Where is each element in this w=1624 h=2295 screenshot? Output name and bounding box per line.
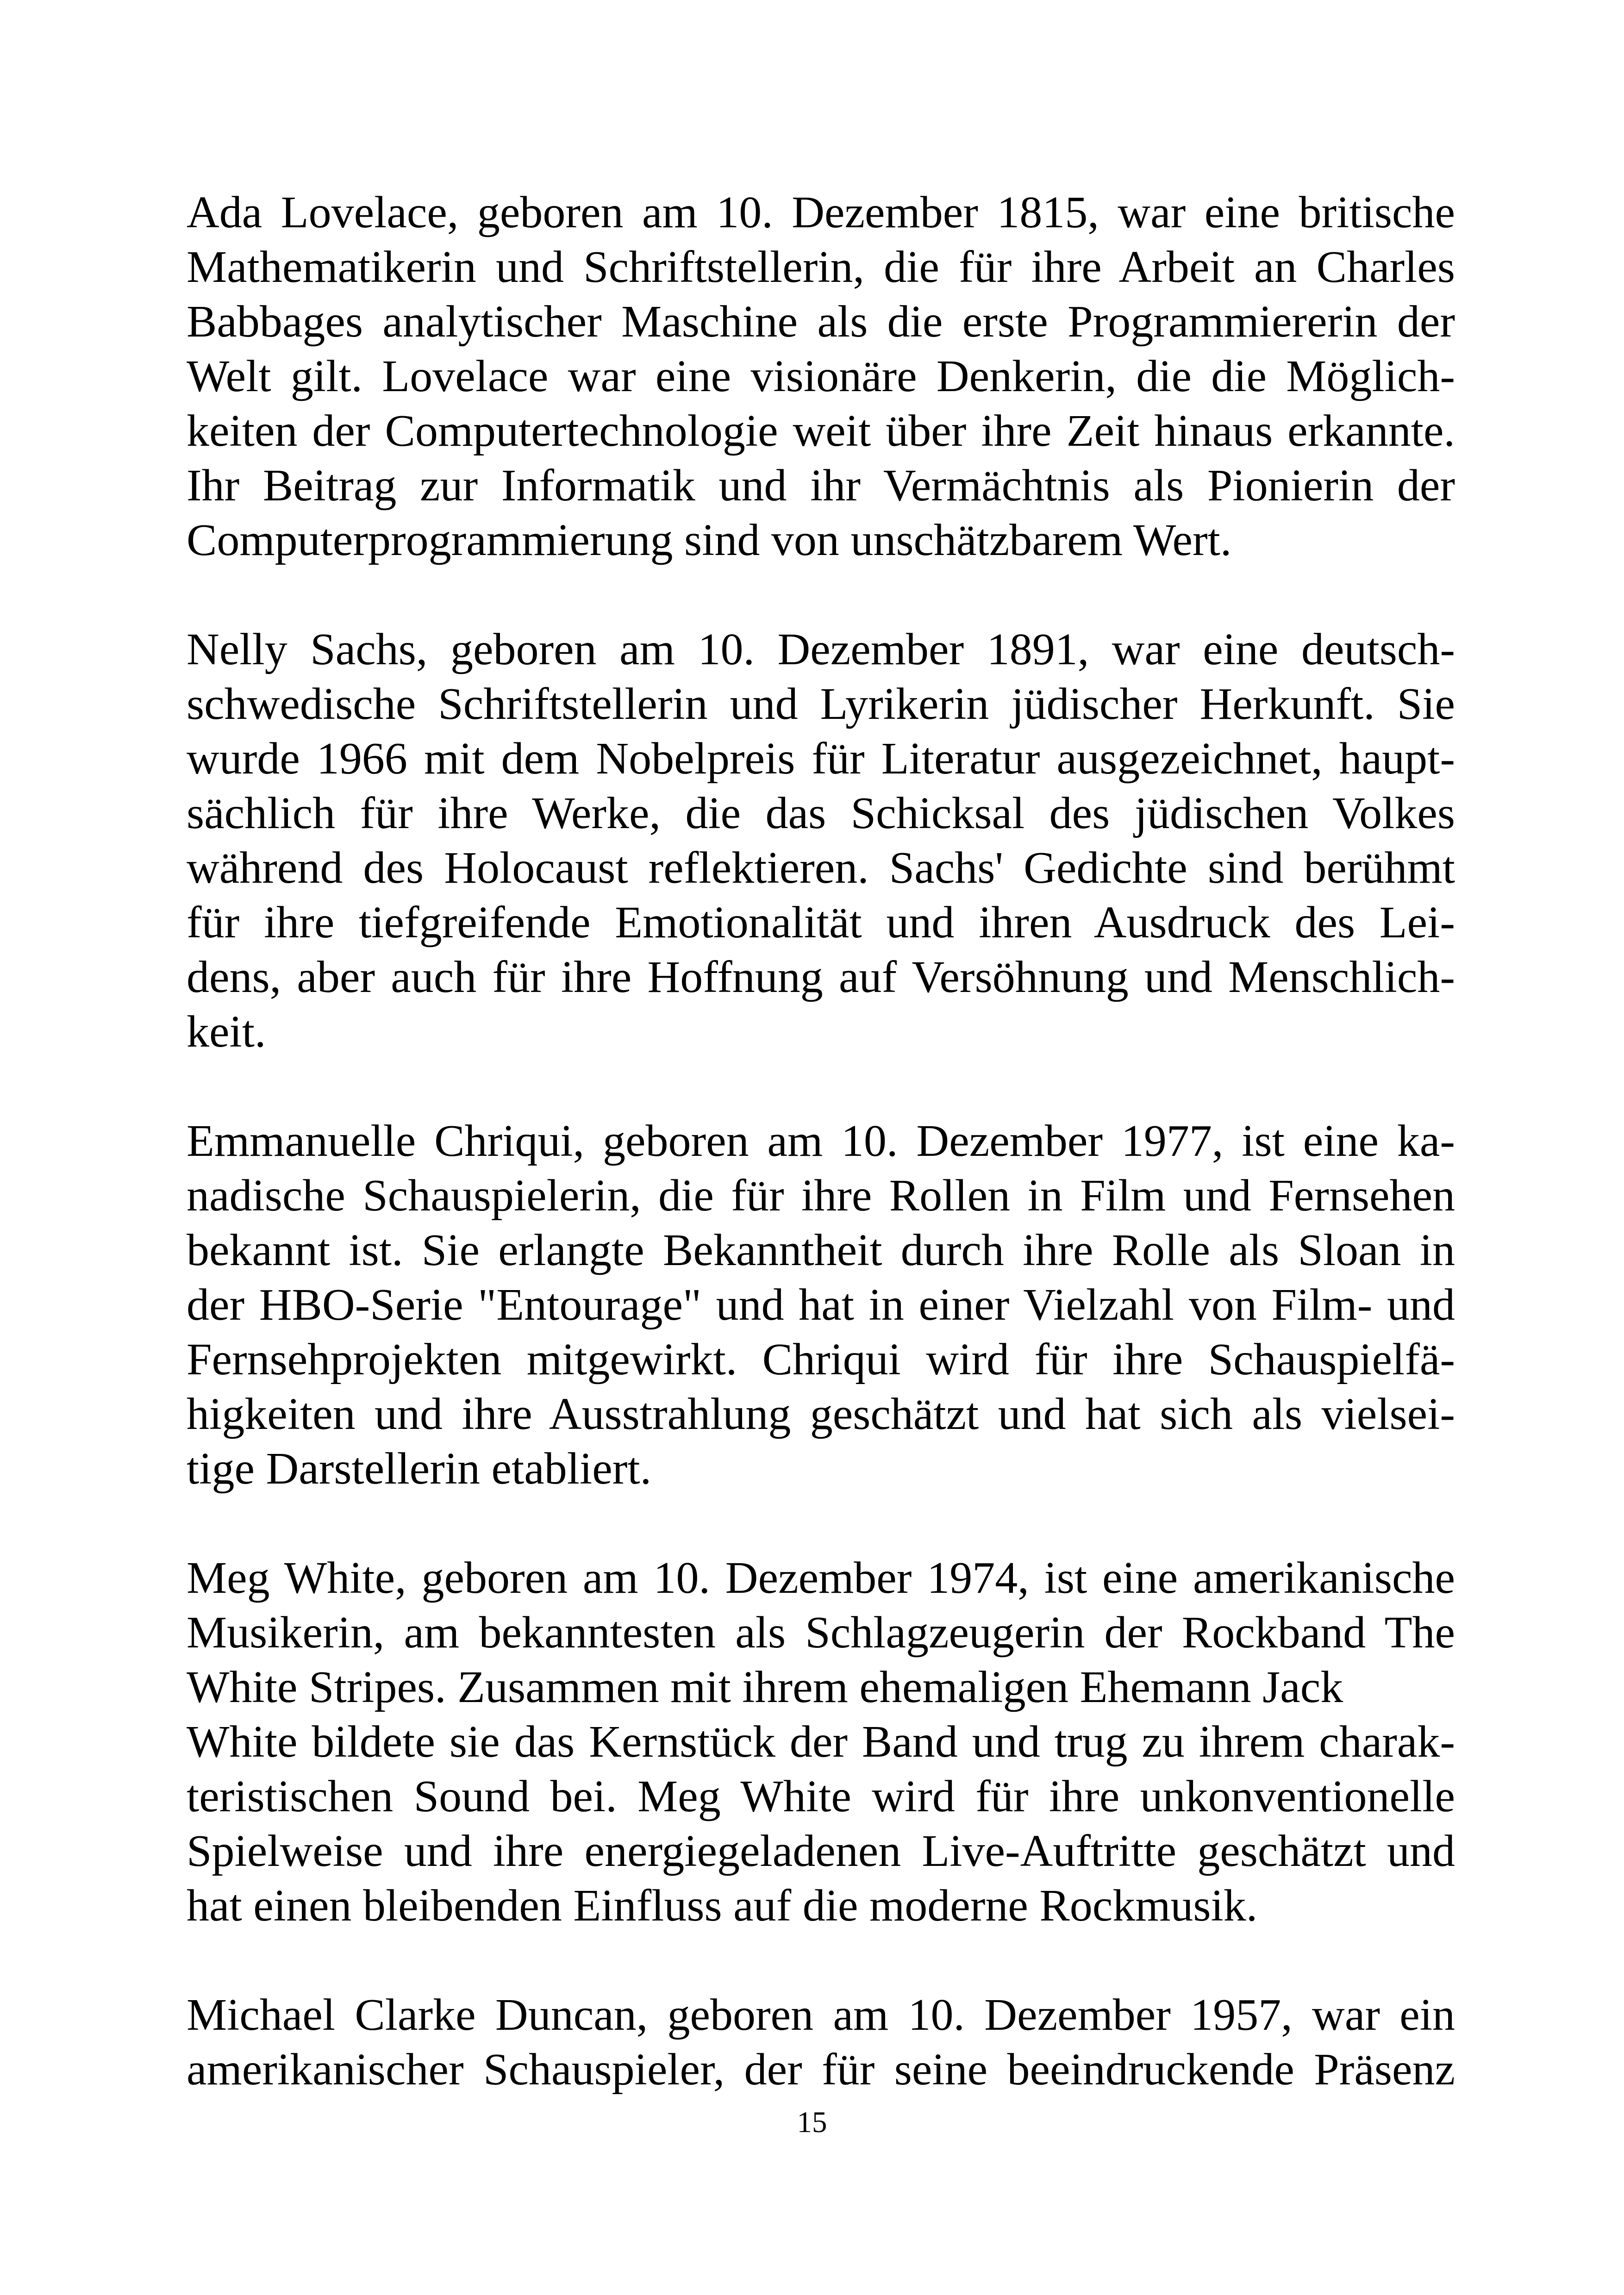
text-line: White bildete sie das Kernstück der Band und trug zu ihrem charak- [187, 1717, 1455, 1767]
text-line: Ihr Beitrag zur Informatik und ihr Vermächtnis als Pionierin der [187, 461, 1455, 511]
text-line: schwedische Schriftstellerin und Lyrikerin jüdischer Herkunft. Sie [187, 679, 1455, 729]
paragraph-spacer [187, 1059, 1455, 1114]
text-line: Meg White, geboren am 10. Dezember 1974, ist eine amerikanische [187, 1553, 1455, 1603]
text-line: tige Darstellerin etabliert. [187, 1444, 652, 1494]
text-line: White Stripes. Zusammen mit ihrem ehemaligen Ehemann Jack [187, 1662, 1343, 1712]
text-line: Welt gilt. Lovelace war eine visionäre Denkerin, die die Möglich- [187, 351, 1455, 401]
paragraph-spacer [187, 1496, 1455, 1551]
text-line: Fernsehprojekten mitgewirkt. Chriqui wird für ihre Schauspielfä- [187, 1335, 1455, 1384]
page-number: 15 [797, 2106, 827, 2139]
text-line: Nelly Sachs, geboren am 10. Dezember 1891, war eine deutsch- [187, 624, 1455, 674]
text-line: bekannt ist. Sie erlangte Bekanntheit durch ihre Rolle als Sloan in [187, 1225, 1455, 1275]
text-line: für ihre tiefgreifende Emotionalität und ihren Ausdruck des Lei- [187, 898, 1455, 948]
text-line: der HBO-Serie "Entourage" und hat in einer Vielzahl von Film- und [187, 1280, 1455, 1330]
text-line: Musikerin, am bekanntesten als Schlagzeugerin der Rockband The [187, 1608, 1455, 1658]
text-line: Computerprogrammierung sind von unschätzbarem Wert. [187, 515, 1232, 565]
text-line: keiten der Computertechnologie weit über ihre Zeit hinaus erkannte. [187, 406, 1455, 456]
text-line: sächlich für ihre Werke, die das Schicksal des jüdischen Volkes [187, 788, 1455, 838]
text-line: hat einen bleibenden Einfluss auf die moderne Rockmusik. [187, 1881, 1258, 1931]
text-line: amerikanischer Schauspieler, der für seine beeindruckende Präsenz [187, 2045, 1455, 2095]
text-line: Ada Lovelace, geboren am 10. Dezember 1815, war eine britische [187, 187, 1455, 237]
text-line: während des Holocaust reflektieren. Sachs' Gedichte sind berühmt [187, 843, 1455, 893]
text-line: Babbages analytischer Maschine als die erste Programmiererin der [187, 297, 1455, 347]
paragraph-emmanuelle-chriqui [187, 1114, 1455, 1496]
text-line: wurde 1966 mit dem Nobelpreis für Literatur ausgezeichnet, haupt- [187, 734, 1455, 784]
text-line: keit. [187, 1007, 266, 1057]
text-line: Mathematikerin und Schriftstellerin, die für ihre Arbeit an Charles [187, 242, 1455, 292]
text-line: teristischen Sound bei. Meg White wird für ihre unkonventionelle [187, 1771, 1455, 1821]
text-line: Michael Clarke Duncan, geboren am 10. Dezember 1957, war ein [187, 1990, 1455, 2040]
paragraph-ada-lovelace [187, 185, 1455, 568]
body-text [187, 185, 1455, 2097]
paragraph-nelly-sachs [187, 622, 1455, 1059]
text-line: higkeiten und ihre Ausstrahlung geschätzt und hat sich als vielsei- [187, 1389, 1455, 1439]
text-line: Spielweise und ihre energiegeladenen Live-Auftritte geschätzt und [187, 1826, 1455, 1876]
paragraph-michael-clarke-duncan [187, 1988, 1455, 2097]
paragraph-spacer [187, 1933, 1455, 1988]
paragraph-meg-white [187, 1551, 1455, 1933]
paragraph-spacer [187, 568, 1455, 622]
text-line: Emmanuelle Chriqui, geboren am 10. Dezember 1977, ist eine ka- [187, 1116, 1455, 1166]
text-line: dens, aber auch für ihre Hoffnung auf Versöhnung und Menschlich- [187, 952, 1455, 1002]
text-line: nadische Schauspielerin, die für ihre Rollen in Film und Fernsehen [187, 1171, 1455, 1221]
